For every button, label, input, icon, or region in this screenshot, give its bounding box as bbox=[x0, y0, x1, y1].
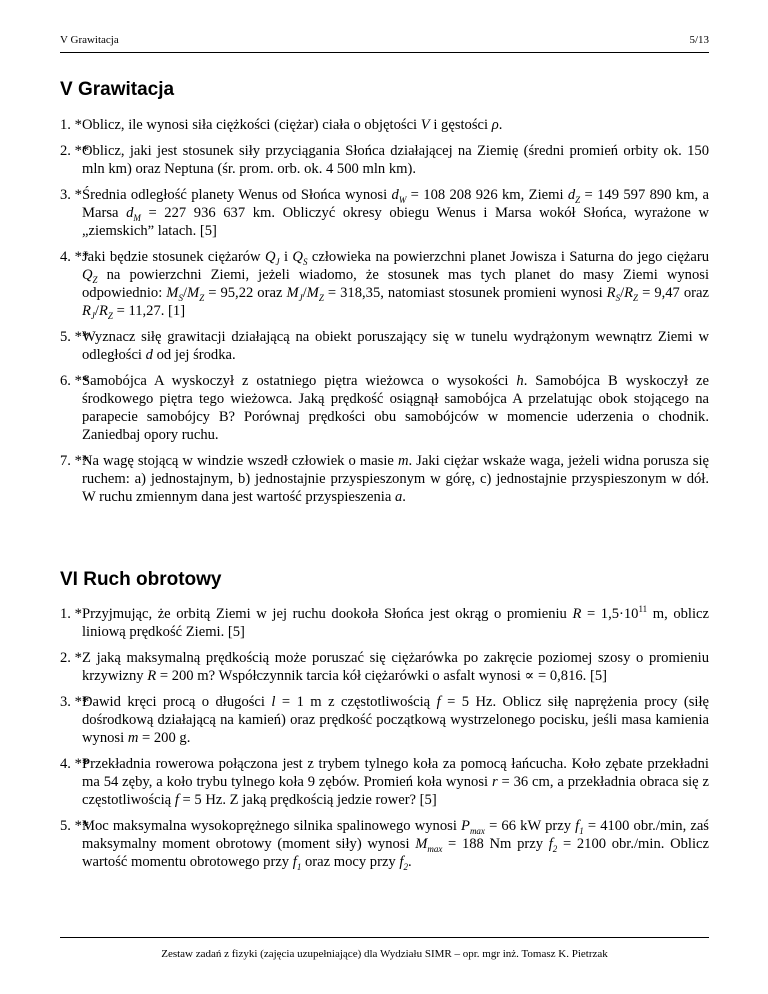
problem-item bbox=[60, 116, 709, 134]
problem-number: 2. * bbox=[60, 650, 82, 666]
problem-text: Na wagę stojącą w windzie wszedł człowiek o masie m. Jaki ciężar wskaże waga, jeżeli widna porusza się ruchem: a) jednostajnym, b) jednostajnie przyspieszonym w górę, c) jednostajnie przyspieszonym w dół. W ruchu zmiennym dana jest wartość przyspieszenia a. bbox=[82, 453, 709, 505]
problem-item bbox=[60, 817, 709, 871]
problem-item bbox=[60, 186, 709, 240]
problem-number: 1. * bbox=[60, 606, 82, 622]
problem-number: 4. ** bbox=[60, 756, 90, 772]
problem-text: Moc maksymalna wysokoprężnego silnika spalinowego wynosi $P_{max} = 66$ kW przy $f_1 = 4100$ obr./min, zaś maksymalny moment obrotowy (moment siły) wynosi $M_{max} = 188$ Nm przy $f_2 = 2100$ obr./min. Oblicz wartość momentu obrotowego przy $f_1$ oraz mocy przy $f_2$. bbox=[82, 818, 709, 872]
problem-item bbox=[60, 372, 709, 444]
problem-number: 3. ** bbox=[60, 694, 90, 710]
problem-text: Samobójca A wyskoczył z ostatniego piętra wieżowca o wysokości h. Samobójca B wyskoczył ze środkowego piętra tego wieżowca. Jaką prędkość osiągnął samobójca A przelatując obok stojącego na parapecie samobójcy B? Porównaj prędkości obu samobójców w momencie uderzenia o chodnik. Zaniedbaj opory ruchu. bbox=[82, 373, 709, 443]
problem-number: 1. * bbox=[60, 117, 82, 133]
problem-number: 4. ** bbox=[60, 249, 90, 265]
section-title-rotational-motion: VI Ruch obrotowy bbox=[60, 569, 222, 590]
problem-text: Wyznacz siłę grawitacji działającą na obiekt poruszający się w tunelu wydrążonym wewnątrz Ziemi w odległości d od jej środka. bbox=[82, 329, 709, 363]
problem-text: Przyjmując, że orbitą Ziemi w jej ruchu dookoła Słońca jest okrąg o promieniu $R = 1,5\cdot 10^{11}$ m, oblicz liniową prędkość Ziemi. [5] bbox=[82, 604, 709, 640]
problem-text: Oblicz, ile wynosi siła ciężkości (ciężar) ciała o objętości V i gęstości ρ. bbox=[82, 117, 503, 133]
problem-text: Dawid kręci procą o długości l = 1 m z częstotliwością f = 5 Hz. Oblicz siłę naprężenia procy (siłę dośrodkową działającą na kamień) oraz prędkość początkową wystrzelonego pocisku, jeśli masa kamienia wynosi m = 200 g. bbox=[82, 694, 710, 746]
problem-item bbox=[60, 248, 709, 320]
page-footer: Zestaw zadań z fizyki (zajęcia uzupełniające) dla Wydziału SIMR – opr. mgr inż. Tomasz K. Pietrzak bbox=[60, 937, 709, 960]
problem-item bbox=[60, 649, 709, 685]
header-chapter-title: V Grawitacja bbox=[60, 34, 119, 46]
problem-text: Z jaką maksymalną prędkością może poruszać się ciężarówka po zakręcie poziomej szosy o promieniu krzywizny R = 200 m? Współczynnik tarcia kół ciężarówki o asfalt wynosi ∝ = 0,816. [5] bbox=[82, 650, 709, 684]
problem-item bbox=[60, 142, 709, 178]
problem-number: 3. * bbox=[60, 187, 82, 203]
problem-list-gravitation bbox=[60, 116, 709, 514]
problem-text: Średnia odległość planety Wenus od Słońca wynosi $d_W = 108$ 208 926 km, Ziemi $d_Z = 149$ 597 890 km, a Marsa $d_M = 227$ 936 637 km. Obliczyć okresy obiegu Wenus i Marsa wokół Słońca, wyrażone w „ziemskich” latach. [5] bbox=[82, 187, 709, 239]
section-title-gravitation: V Grawitacja bbox=[60, 79, 175, 100]
problem-item bbox=[60, 693, 709, 747]
problem-text: Jaki będzie stosunek ciężarów $Q_J$ i $Q_S$ człowieka na powierzchni planet Jowisza i Saturna do jego ciężaru $Q_Z$ na powierzchni Ziemi, jeżeli wiadomo, że stosunek mas tych planet do masy Ziemi wynosi odpowiednio: $M_S/M_Z = 95,22$ oraz $M_J/M_Z = 318,35$, natomiast stosunek promieni wynosi $R_S/R_Z = 9,47$ oraz $R_J/R_Z = 11,27$. [1] bbox=[82, 249, 709, 321]
problem-number: 2. ** bbox=[60, 143, 90, 159]
problem-list-rotational-motion bbox=[60, 605, 709, 879]
problem-text: Oblicz, jaki jest stosunek siły przyciągania Słońca działającej na Ziemię (średni promień orbity ok. 150 mln km) oraz Neptuna (śr. prom. orb. ok. 4 500 mln km). bbox=[82, 143, 709, 177]
problem-item bbox=[60, 605, 709, 641]
header-page-number: 5/13 bbox=[689, 34, 709, 46]
problem-number: 7. ** bbox=[60, 453, 90, 469]
problem-number: 5. ** bbox=[60, 329, 90, 345]
problem-text: Przekładnia rowerowa połączona jest z trybem tylnego koła za pomocą łańcucha. Koło zębate przekładni ma 54 zęby, a koło trybu tylnego koła 9 zębów. Promień koła wynosi r = 36 cm, a przekładnia obraca się z częstotliwością f = 5 Hz. Z jaką prędkością jedzie rower? [5] bbox=[82, 756, 709, 808]
problem-item bbox=[60, 755, 709, 809]
problem-number: 5. ** bbox=[60, 818, 90, 834]
problem-item bbox=[60, 328, 709, 364]
problem-item bbox=[60, 452, 709, 506]
page-header bbox=[60, 34, 709, 53]
problem-number: 6. ** bbox=[60, 373, 90, 389]
